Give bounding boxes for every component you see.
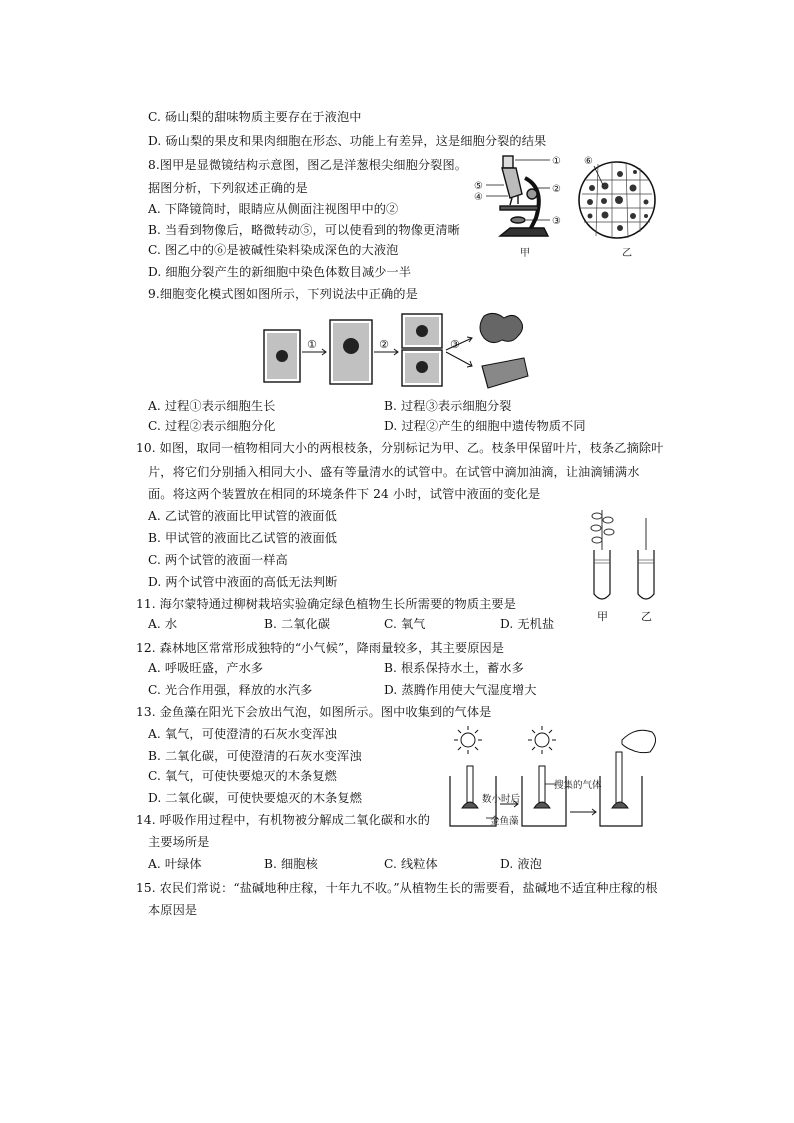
q14-option-b: B. 细胞核 (264, 857, 318, 871)
fig8-label-5: ⑤ (474, 181, 483, 192)
sun-icon (528, 726, 556, 754)
q10-stem-line1: 10. 如图，取同一植物相同大小的两根枝条，分别标记为甲、乙。枝条甲保留叶片，枝条乙摘除叶 (136, 441, 664, 455)
q10-option-c: C. 两个试管的液面一样高 (148, 553, 288, 567)
q15-stem-line2: 本原因是 (148, 903, 198, 917)
fig9-step-3: ③ (450, 338, 460, 351)
fig13-label-plant: 金鱼藻 (490, 816, 519, 827)
sun-icon (454, 726, 482, 754)
q9-option-a: A. 过程①表示细胞生长 (148, 399, 276, 413)
fig8-label-2: ② (552, 184, 561, 195)
fig13-label-gas: 搜集的气体 (554, 780, 602, 791)
q8-stem: 8.图甲是显微镜结构示意图，图乙是洋葱根尖细胞分裂图。 (148, 158, 468, 172)
q10-stem-line3: 面。将这两个装置放在相同的环境条件下 24 小时，试管中液面的变化是 (148, 487, 541, 501)
q10-option-a: A. 乙试管的液面比甲试管的液面低 (148, 509, 337, 523)
q12-option-d: D. 蒸腾作用使大气湿度增大 (384, 683, 537, 697)
test-tube-a (594, 550, 610, 599)
q13-figure (446, 722, 666, 834)
q9-stem: 9.细胞变化模式图如图所示，下列说法中正确的是 (148, 287, 418, 301)
differentiated-tissue-a (480, 313, 523, 342)
q13-option-b: B. 二氧化碳，可使澄清的石灰水变浑浊 (148, 749, 362, 763)
q7-option-c: C. 砀山梨的甜味物质主要存在于液泡中 (148, 110, 362, 124)
hand-icon (622, 730, 656, 752)
q11-option-d: D. 无机盐 (500, 617, 555, 631)
q8-option-d: D. 细胞分裂产生的新细胞中染色体数目减少一半 (148, 265, 412, 279)
fig8-label-6: ⑥ (584, 156, 593, 167)
fig8-label-3: ③ (552, 216, 561, 227)
differentiated-tissue-b (482, 358, 528, 388)
q11-option-c: C. 氧气 (384, 617, 426, 631)
q14-option-c: C. 线粒体 (384, 857, 438, 871)
fig8-label-4: ④ (474, 192, 483, 203)
test-tube-3 (616, 752, 622, 808)
fig8-label-1: ① (552, 156, 561, 167)
q12-stem: 12. 森林地区常常形成独特的“小气候”，降雨量较多，其主要原因是 (136, 641, 505, 655)
q10-option-d: D. 两个试管中液面的高低无法判断 (148, 575, 338, 589)
q8-stem-line2: 据图分析，下列叙述正确的是 (148, 181, 308, 195)
fig10-caption-b: 乙 (641, 610, 652, 623)
fig13-label-hours: 数小时后 (482, 794, 521, 805)
q8-option-c: C. 图乙中的⑥是被碱性染料染成深色的大液泡 (148, 243, 399, 257)
root-tip-cells-illustration (579, 162, 655, 238)
fig9-step-1: ① (307, 338, 317, 351)
q15-stem-line1: 15. 农民们常说：“盐碱地种庄稼，十年九不收。”从植物生长的需要看，盐碱地不适宜种庄稼的根 (136, 881, 658, 895)
microscope-illustration (486, 156, 550, 236)
q13-option-a: A. 氧气，可使澄清的石灰水变浑浊 (148, 727, 337, 741)
q11-option-b: B. 二氧化碳 (264, 617, 331, 631)
q11-stem: 11. 海尔蒙特通过柳树栽培实验确定绿色植物生长所需要的物质主要是 (136, 597, 516, 611)
q8-option-a: A. 下降镜筒时，眼睛应从侧面注视图甲中的② (148, 202, 399, 216)
q9-option-d: D. 过程②产生的细胞中遗传物质不同 (384, 419, 586, 433)
q9-figure (262, 310, 562, 390)
q10-option-b: B. 甲试管的液面比乙试管的液面低 (148, 531, 338, 545)
test-tube-b (638, 550, 654, 599)
q11-option-a: A. 水 (148, 617, 178, 631)
q9-option-b: B. 过程③表示细胞分裂 (384, 399, 512, 413)
q7-option-d: D. 砀山梨的果皮和果肉细胞在形态、功能上有差异，这是细胞分裂的结果 (148, 134, 547, 148)
fig9-step-2: ② (379, 338, 389, 351)
q14-stem-line2: 主要场所是 (148, 835, 210, 849)
q12-option-a: A. 呼吸旺盛，产水多 (148, 661, 264, 675)
q9-option-c: C. 过程②表示细胞分化 (148, 419, 276, 433)
q8-option-b: B. 当看到物像后，略微转动⑤，可以使看到的物像更清晰 (148, 223, 460, 237)
q14-option-d: D. 液泡 (500, 857, 542, 871)
q14-option-a: A. 叶绿体 (148, 857, 202, 871)
q12-option-b: B. 根系保持水土，蓄水多 (384, 661, 524, 675)
fig10-caption-a: 甲 (597, 610, 608, 623)
q8-figure (470, 148, 670, 268)
q10-stem-line2: 片，将它们分别插入相同大小、盛有等量清水的试管中。在试管中滴加油滴，让油滴铺满水 (148, 465, 640, 479)
q12-option-c: C. 光合作用强，释放的水汽多 (148, 683, 313, 697)
q13-option-d: D. 二氧化碳，可使快要熄灭的木条复燃 (148, 791, 362, 805)
q14-stem-line1: 14. 呼吸作用过程中，有机物被分解成二氧化碳和水的 (136, 813, 430, 827)
fig8-caption-b: 乙 (622, 248, 632, 259)
q13-stem: 13. 金鱼藻在阳光下会放出气泡，如图所示。图中收集到的气体是 (136, 705, 492, 719)
fig8-caption-a: 甲 (520, 248, 530, 259)
q10-figure (588, 504, 668, 628)
q13-option-c: C. 氧气，可使快要熄灭的木条复燃 (148, 769, 337, 783)
